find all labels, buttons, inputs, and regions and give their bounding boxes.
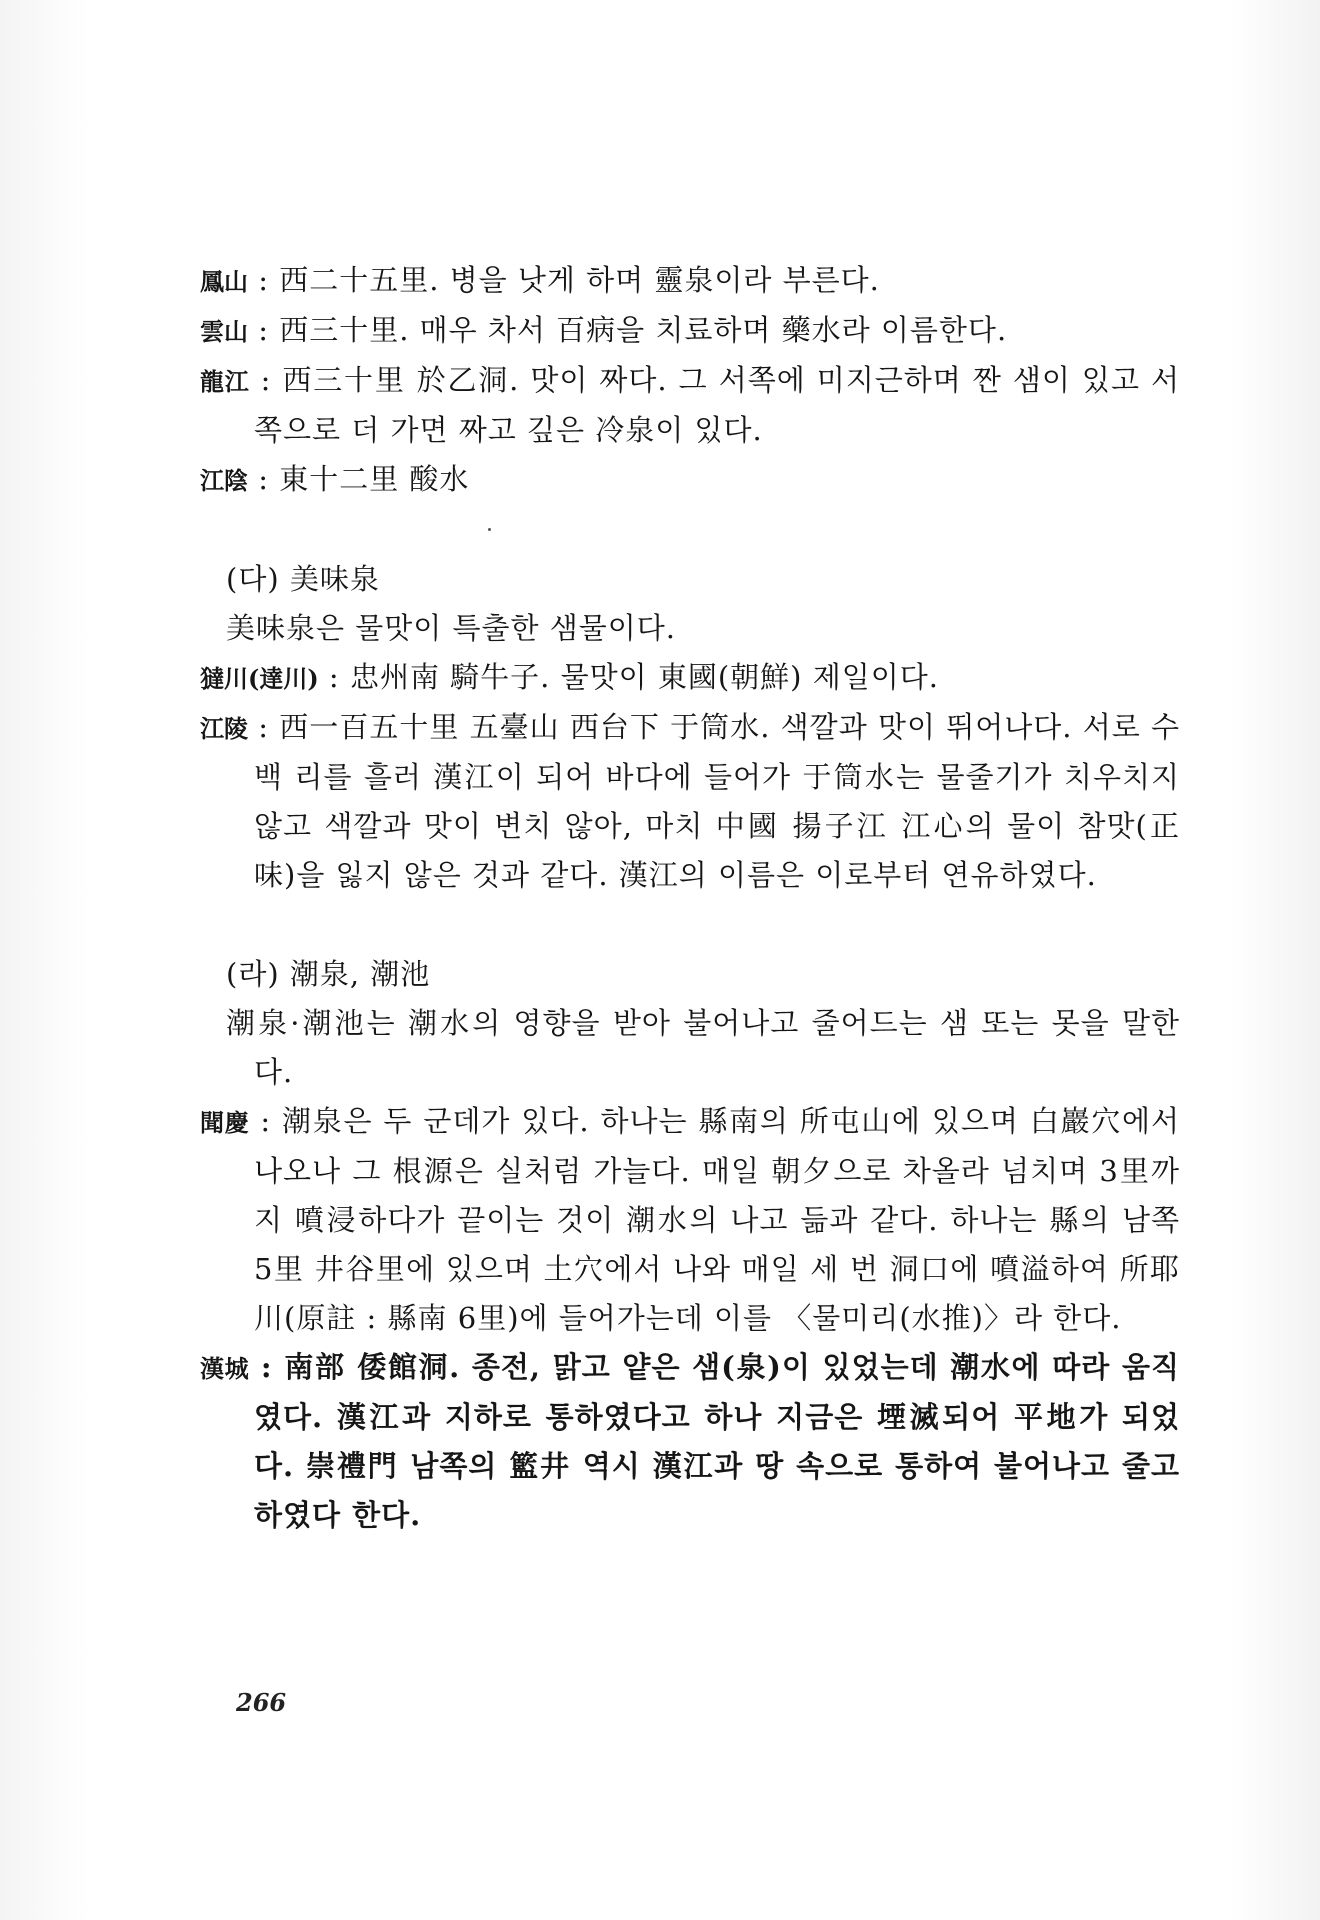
entry-term: 江陰 [200,466,248,495]
entry-separator: : [248,313,280,347]
section-intro-ra: 潮泉·潮池는 潮水의 영향을 받아 불어나고 줄어드는 샘 또는 못을 말한다. [226,1006,1180,1089]
entry-dalcheon [200,653,1180,703]
entry-hanseong [200,1343,1180,1540]
entry-gangeum [200,455,1180,505]
entry-text: 忠州南 騎牛子. 물맛이 東國(朝鮮) 제일이다. [349,660,939,694]
entry-separator: : [318,660,350,694]
entry-separator: : [248,263,280,297]
entry-text: 西一百五十里 五臺山 西台下 于筒水. 색깔과 맛이 뛰어나다. 서로 수백 리를 흘러 漢江이 되어 바다에 들어가 于筒水는 물줄기가 치우치지 않고 색깔과 맛이 변치 않아, 마치 中國 揚子江 江心의 물이 참맛(正味)을 잃지 않은 것과 같다. 漢江의 이름은 이로부터 연유하였다. [254,710,1180,892]
entry-bongsan [200,256,1180,306]
entry-separator: : [249,1104,283,1138]
entry-term: 聞慶 [200,1108,250,1137]
entry-text: 東十二里 酸水 [279,462,470,496]
entry-term: 雲山 [200,317,248,346]
entry-separator: : [249,363,283,397]
entry-mungyeong [200,1097,1180,1343]
entry-separator: : [249,1350,285,1384]
entry-term: 漢城 [200,1354,250,1383]
page-number: 266 [236,1688,287,1717]
entry-gangneung [200,703,1180,900]
entry-text: 潮泉은 두 군데가 있다. 하나는 縣南의 所屯山에 있으며 白巖穴에서 나오나 그 根源은 실처럼 가늘다. 매일 朝夕으로 차올라 넘치며 3里까지 噴浸하다가 끝이는 것이 潮水의 나고 듦과 같다. 하나는 縣의 남쪽 5里 井谷里에 있으며 土穴에서 나와 매일 세 번 洞口에 噴溢하여 所耶川(原註 : 縣南 6里)에 들어가는데 이를 〈물미리(水推)〉라 한다. [254,1104,1180,1335]
document-body [200,256,1180,1540]
entry-text: 南部 倭館洞. 종전, 맑고 얕은 샘(泉)이 있었는데 潮水에 따라 움직였다. 漢江과 지하로 통하였다고 하나 지금은 堙滅되어 平地가 되었다. 崇禮門 남쪽의 籃井 역시 漢江과 땅 속으로 통하여 불어나고 줄고 하였다 한다. [254,1350,1181,1532]
entry-text: 西三十里. 매우 차서 百病을 치료하며 藥水라 이름한다. [279,313,1008,347]
section-heading-ra: (라) 潮泉, 潮池 [226,957,431,991]
entry-separator: : [248,462,280,496]
entry-text: 西二十五里. 병을 낫게 하며 靈泉이라 부른다. [279,263,880,297]
entry-term: 鳳山 [200,267,248,296]
entry-yonggang [200,356,1180,455]
stray-dot [488,528,491,531]
entry-term: 㺚川(達川) [200,664,319,693]
entry-separator: : [248,710,280,744]
entry-text: 西三十里 於乙洞. 맛이 짜다. 그 서쪽에 미지근하며 짠 샘이 있고 서쪽으로 더 가면 짜고 깊은 冷泉이 있다. [254,363,1180,447]
entry-unsan [200,306,1180,356]
section-intro-da: 美味泉은 물맛이 특출한 샘물이다. [226,611,677,645]
entry-term: 龍江 [200,367,250,396]
section-heading-da: (다) 美味泉 [226,562,380,596]
entry-term: 江陵 [200,714,249,743]
